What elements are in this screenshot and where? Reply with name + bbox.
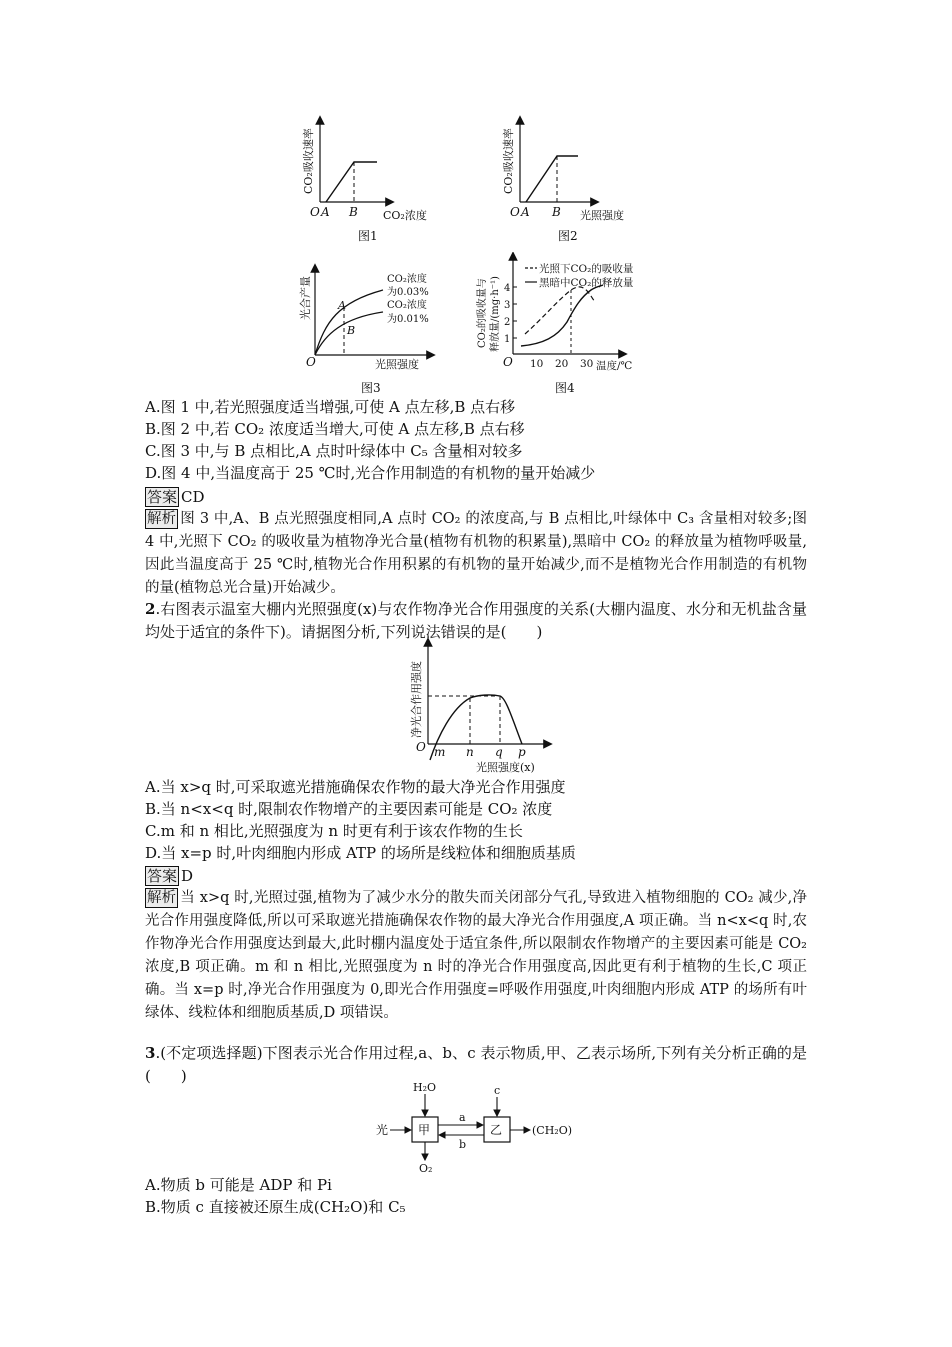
q1-analysis-tag: 解析 [147, 511, 176, 527]
fig1-xlabel: CO₂浓度 [383, 209, 427, 222]
q2-stem-text: .右图表示温室大棚内光照强度(x)与农作物净光合作用强度的关系(大棚内温度、水分和无机盐含量均处于适宜的条件下)。请据图分析,下列说法错误的是( ) [145, 600, 807, 641]
fig1-origin: O [310, 205, 320, 219]
fig6-light: 光 [376, 1123, 389, 1137]
fig4-ytick-4: 4 [504, 283, 511, 294]
fig5-tick-m: m [434, 745, 446, 759]
fig2-label: 图2 [558, 229, 578, 243]
fig3-point-b: B [347, 324, 356, 337]
fig4-legend-solid: 黑暗中CO₂的释放量 [539, 277, 634, 289]
q1-option-a: A.图 1 中,若光照强度适当增强,可使 A 点左移,B 点右移 [145, 398, 516, 416]
figure-6-diagram [370, 1080, 590, 1175]
fig3-label: 图3 [361, 381, 381, 395]
fig4-ytick-2: 2 [504, 317, 511, 328]
fig2-origin: O [510, 205, 520, 219]
fig3-curve-high-line1: CO₂浓度 [387, 274, 427, 285]
fig3-ylabel: 光合产量 [299, 276, 312, 320]
fig3-curve-low-line1: CO₂浓度 [387, 300, 427, 311]
figure-5 [400, 638, 560, 778]
fig6-yi: 乙 [490, 1123, 503, 1137]
fig4-label: 图4 [555, 381, 575, 395]
q2-option-c: C.m 和 n 相比,光照强度为 n 时更有利于该农作物的生长 [145, 822, 523, 840]
q3-option-b: B.物质 c 直接被还原生成(CH₂O)和 C₅ [145, 1198, 406, 1216]
fig5-tick-p: p [518, 745, 526, 759]
q3-stem-text: .(不定项选择题)下图表示光合作用过程,a、b、c 表示物质,甲、乙表示场所,下列有关分析正确的是( ) [145, 1044, 807, 1085]
fig1-ylabel: CO₂吸收速率 [302, 128, 315, 194]
fig3-curve-high-line2: 为0.03% [387, 287, 429, 298]
q2-option-d: D.当 x=p 时,叶肉细胞内形成 ATP 的场所是线粒体和细胞质基质 [145, 844, 576, 862]
fig2-xlabel: 光照强度 [580, 209, 624, 222]
fig3-origin: O [306, 355, 316, 369]
fig6-product: (CH₂O) [532, 1124, 573, 1137]
q3-number: 3 [145, 1044, 156, 1062]
q1-option-b: B.图 2 中,若 CO₂ 浓度适当增大,可使 A 点左移,B 点右移 [145, 420, 525, 438]
q1-answer: CD [181, 488, 205, 506]
fig4-ylabel-line1: CO₂的吸收量与 [477, 278, 488, 348]
q2-option-a: A.当 x>q 时,可采取遮光措施确保农作物的最大净光合作用强度 [145, 778, 566, 796]
fig3-point-a: A [338, 299, 346, 312]
figure-4 [473, 252, 673, 398]
fig6-jia: 甲 [418, 1123, 431, 1137]
fig6-oxygen: O₂ [419, 1162, 433, 1175]
q1-option-c: C.图 3 中,与 B 点相比,A 点时叶绿体中 C₅ 含量相对较多 [145, 442, 523, 460]
fig4-legend-dashed: 光照下CO₂的吸收量 [539, 263, 634, 275]
q2-answer: D [181, 867, 194, 885]
fig3-xlabel: 光照强度 [375, 358, 419, 371]
q1-answer-row [145, 486, 205, 508]
q2-option-b: B.当 n<x<q 时,限制农作物增产的主要因素可能是 CO₂ 浓度 [145, 800, 553, 818]
fig2-point-a: A [521, 205, 530, 219]
fig4-xtick-20: 20 [555, 358, 569, 370]
figure-1 [290, 112, 450, 247]
fig5-tick-q: q [495, 745, 503, 759]
fig5-origin: O [416, 740, 426, 754]
fig4-ytick-1: 1 [504, 334, 511, 345]
q1-analysis-row [145, 508, 807, 600]
q1-answer-tag: 答案 [147, 488, 178, 506]
q2-number: 2 [145, 600, 156, 618]
fig5-ylabel: 净光合作用强度 [410, 661, 423, 738]
q1-analysis: 图 3 中,A、B 点光照强度相同,A 点时 CO₂ 的浓度高,与 B 点相比,叶绿体中 C₃ 含量相对较多;图 4 中,光照下 CO₂ 的吸收量为植物净光合量(植物有机物的积累量),黑暗中 CO₂ 的释放量为植物呼吸量,因此当温度高于 25 ℃时,植物光合作用积累的有机物的量开始减少,而不是植物光合作用制造的有机物的量(植物总光合量)开始减少。 [145, 511, 807, 596]
q2-analysis-tag: 解析 [147, 890, 176, 906]
fig4-xtick-30: 30 [580, 358, 594, 370]
fig1-point-b: B [349, 205, 358, 219]
q1-option-d: D.图 4 中,当温度高于 25 ℃时,光合作用制造的有机物的量开始减少 [145, 464, 596, 482]
q2-analysis: 当 x>q 时,光照过强,植物为了减少水分的散失而关闭部分气孔,导致进入植物细胞的 CO₂ 减少,净光合作用强度降低,所以可采取遮光措施确保农作物的最大净光合作用强度,A 项正确。当 n<x<q 时,农作物净光合作用强度达到最大,此时棚内温度处于适宜条件,所以限制农作物增产的主要因素可能是 CO₂ 浓度,B 项正确。m 和 n 相比,光照强度为 n 时的净光合作用强度高,因此更有利于植物的生长,C 项正确。当 x=p 时,净光合作用强度为 0,即光合作用强度=呼吸作用强度,叶肉细胞内形成 ATP 的场所有叶绿体、线粒体和细胞质基质,D 项错误。 [145, 890, 807, 1021]
fig4-xlabel: 温度/℃ [596, 360, 633, 372]
fig5-tick-n: n [466, 745, 474, 759]
fig6-water: H₂O [413, 1081, 437, 1094]
fig4-origin: O [503, 355, 513, 369]
fig2-ylabel: CO₂吸收速率 [502, 128, 515, 194]
q3-option-a: A.物质 b 可能是 ADP 和 Pi [145, 1176, 332, 1194]
fig3-curve-low-line2: 为0.01% [387, 314, 429, 325]
fig2-point-b: B [552, 205, 561, 219]
fig1-point-a: A [321, 205, 330, 219]
fig6-b: b [459, 1138, 467, 1151]
q2-answer-tag: 答案 [147, 867, 178, 885]
fig4-ylabel-line2: 释放量/(mg·h⁻¹) [490, 276, 501, 352]
fig4-ytick-3: 3 [504, 300, 511, 311]
q2-analysis-row [145, 887, 807, 1025]
fig1-label: 图1 [358, 229, 378, 243]
fig6-a: a [459, 1111, 466, 1124]
fig5-xlabel: 光照强度(x) [476, 761, 535, 774]
figure-3 [293, 262, 453, 398]
fig4-xtick-10: 10 [530, 358, 544, 370]
figure-2 [490, 112, 650, 247]
fig6-c: c [494, 1084, 501, 1097]
q2-answer-row [145, 865, 193, 887]
